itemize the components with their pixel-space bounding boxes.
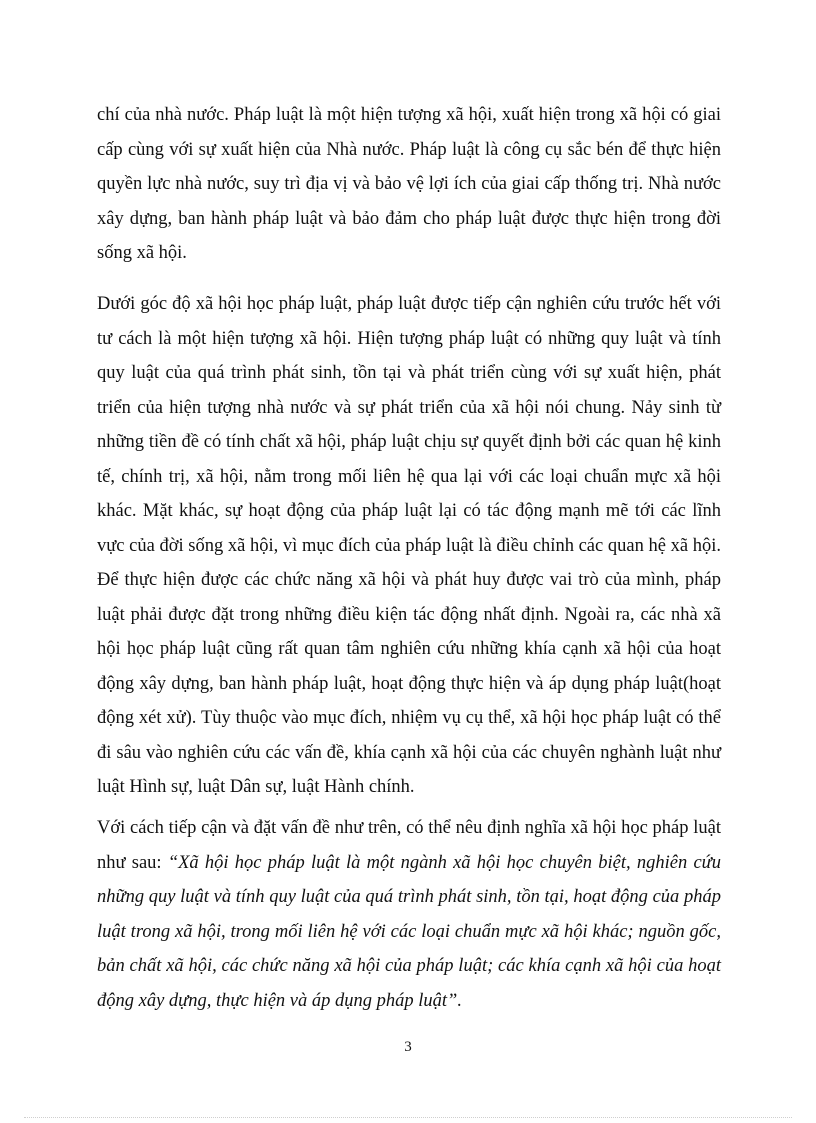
- definition-quote: “Xã hội học pháp luật là một ngành xã hội học chuyên biệt, nghiên cứu những quy luật và tính quy luật của quá trình phát sinh, tồn tại, hoạt động của pháp luật trong xã hội, trong mối liên hệ với các loại chuẩn mực xã hội khác; nguồn gốc, bản chất xã hội, các chức năng xã hội của pháp luật; các khía cạnh xã hội của hoạt động xây dựng, thực hiện và áp dụng pháp luật”.: [97, 852, 721, 1011]
- page-bottom-divider: [24, 1117, 792, 1118]
- paragraph-sociology-of-law: Dưới góc độ xã hội học pháp luật, pháp luật được tiếp cận nghiên cứu trước hết với tư cách là một hiện tượng xã hội. Hiện tượng pháp luật có những quy luật và tính quy luật của quá trình phát sinh, tồn tại và phát triển cùng với sự xuất hiện, phát triển của hiện tượng nhà nước và sự phát triển của xã hội nói chung. Nảy sinh từ những tiền đề có tính chất xã hội, pháp luật chịu sự quyết định bởi các quan hệ kinh tế, chính trị, xã hội, nằm trong mối liên hệ qua lại với các loại chuẩn mực xã hội khác. Mặt khác, sự hoạt động của pháp luật lại có tác động mạnh mẽ tới các lĩnh vực của đời sống xã hội, vì mục đích của pháp luật là điều chỉnh các quan hệ xã hội. Để thực hiện được các chức năng xã hội và phát huy được vai trò của mình, pháp luật phải được đặt trong những điều kiện tác động nhất định. Ngoài ra, các nhà xã hội học pháp luật cũng rất quan tâm nghiên cứu những khía cạnh xã hội của hoạt động xây dựng, ban hành pháp luật, hoạt động thực hiện và áp dụng pháp luật(hoạt động xét xử). Tùy thuộc vào mục đích, nhiệm vụ cụ thể, xã hội học pháp luật có thể đi sâu vào nghiên cứu các vấn đề, khía cạnh xã hội của các chuyên nghành luật như luật Hình sự, luật Dân sự, luật Hành chính.: [97, 294, 721, 797]
- definition-lead: Với cách tiếp cận và đặt vấn đề như trên, có thể nêu định nghĩa xã hội học pháp luật như sau:: [97, 818, 721, 873]
- page-number: 3: [404, 1039, 412, 1055]
- paragraph-state-and-law: chí của nhà nước. Pháp luật là một hiện tượng xã hội, xuất hiện trong xã hội có giai cấp cùng với sự xuất hiện của Nhà nước. Pháp luật là công cụ sắc bén để thực hiện quyền lực nhà nước, suy trì địa vị và bảo vệ lợi ích của giai cấp thống trị. Nhà nước xây dựng, ban hành pháp luật và bảo đảm cho pháp luật được thực hiện trong đời sống xã hội.: [97, 105, 721, 263]
- paragraph-definition: [97, 811, 721, 1018]
